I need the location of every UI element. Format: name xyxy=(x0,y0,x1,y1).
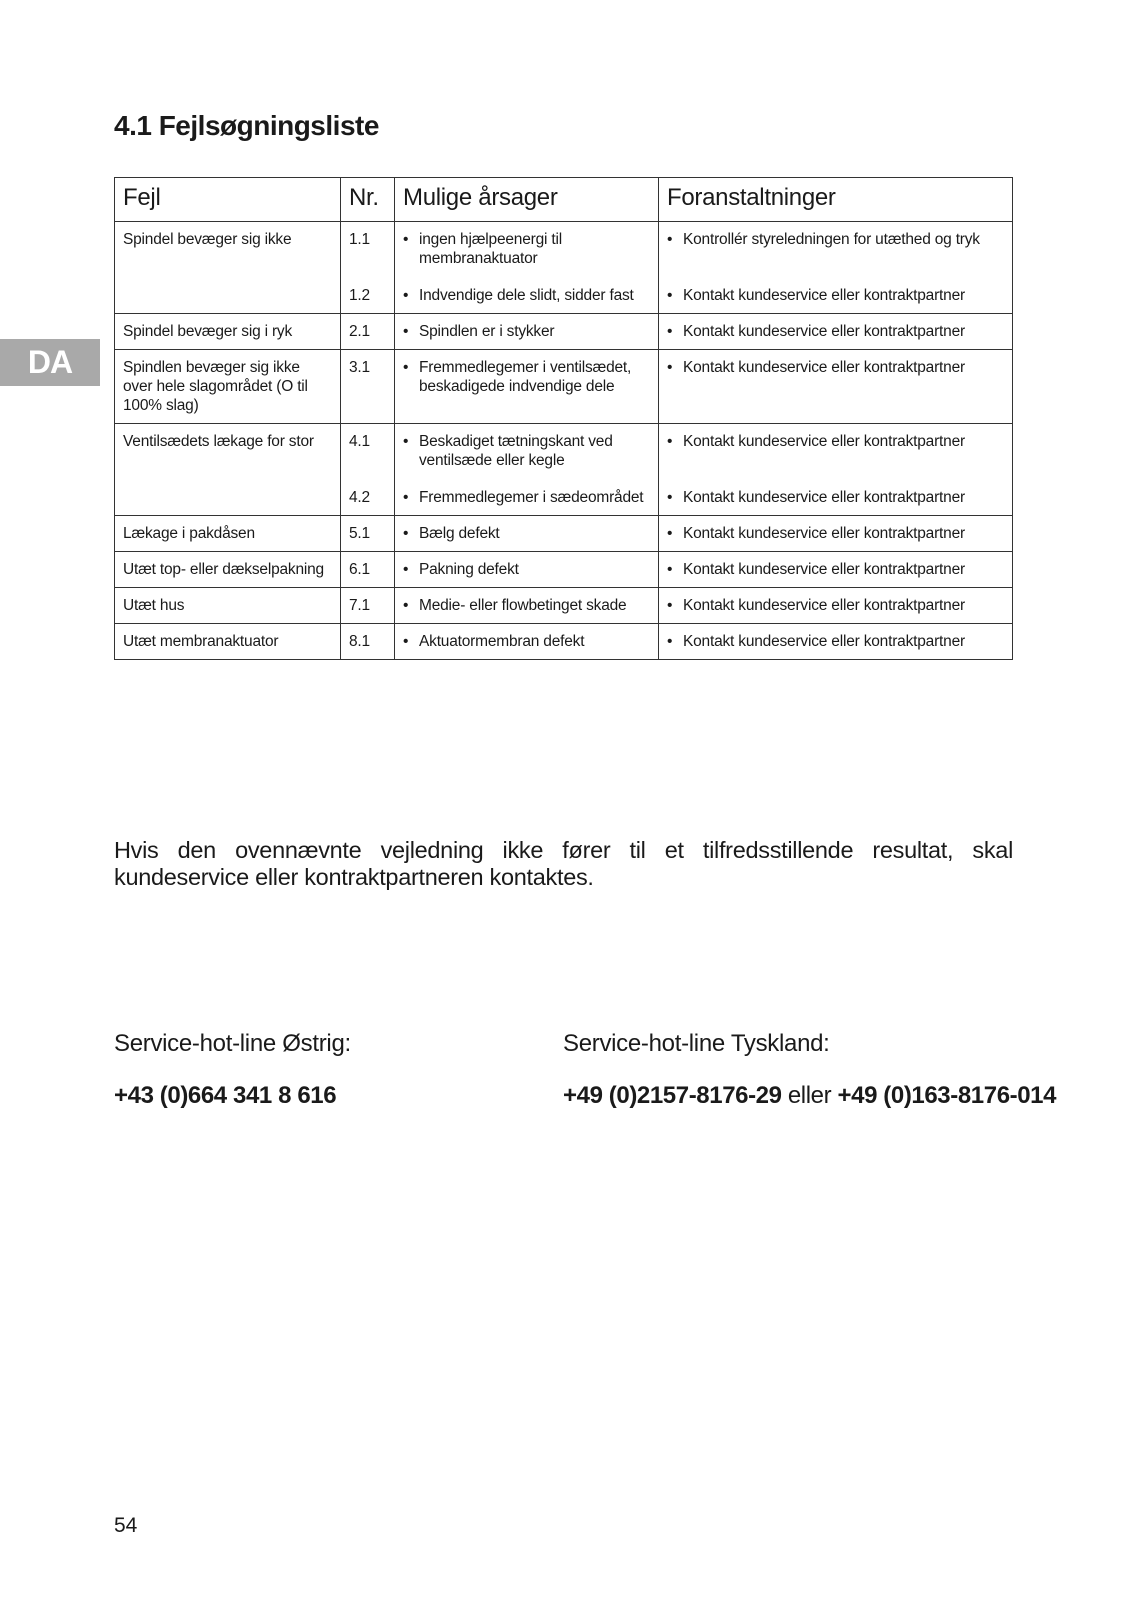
bullet-icon: • xyxy=(403,525,409,542)
action-text: Kontakt kundeservice eller kontraktpartner xyxy=(683,525,965,542)
bullet-icon: • xyxy=(667,359,673,376)
cause-item xyxy=(403,286,650,305)
action-item xyxy=(667,632,1004,651)
action-item xyxy=(667,322,1004,341)
bullet-icon: • xyxy=(667,597,673,614)
action-cell xyxy=(659,624,1013,660)
hotline-austria-phone: +43 (0)664 341 8 616 xyxy=(114,1082,337,1109)
table-row xyxy=(115,516,1013,552)
action-cell xyxy=(659,552,1013,588)
cause-cell xyxy=(395,314,659,350)
nr-value: 8.1 xyxy=(349,633,370,650)
bullet-icon: • xyxy=(667,287,673,304)
action-cell xyxy=(659,350,1013,424)
cause-cell xyxy=(395,588,659,624)
fault-cell: Utæt membranaktuator xyxy=(115,624,341,660)
nr-value: 2.1 xyxy=(349,323,370,340)
bullet-icon: • xyxy=(667,489,673,506)
bullet-icon: • xyxy=(403,359,409,376)
bullet-icon: • xyxy=(403,597,409,614)
action-text: Kontakt kundeservice eller kontraktpartner xyxy=(683,323,965,340)
page-title: 4.1 Fejlsøgningsliste xyxy=(114,110,379,141)
bullet-icon: • xyxy=(403,633,409,650)
table-row xyxy=(115,588,1013,624)
action-item xyxy=(667,358,1004,377)
cause-text: Pakning defekt xyxy=(419,561,519,578)
bullet-icon: • xyxy=(667,561,673,578)
nr-cell xyxy=(341,588,395,624)
bullet-icon: • xyxy=(667,231,673,248)
cause-text: Bælg defekt xyxy=(419,525,500,542)
nr-cell xyxy=(341,516,395,552)
language-tab-label: DA xyxy=(27,344,73,380)
cause-item xyxy=(403,322,650,341)
bullet-icon: • xyxy=(403,287,409,304)
table-row xyxy=(115,350,1013,424)
action-cell xyxy=(659,516,1013,552)
cause-cell xyxy=(395,516,659,552)
action-text: Kontrollér styreledningen for utæthed og tryk xyxy=(683,231,980,248)
cause-item xyxy=(403,358,650,396)
cause-text: Fremmedlegemer i ventilsædet, beskadigede indvendige dele xyxy=(419,359,632,395)
nr-cell xyxy=(341,624,395,660)
action-item xyxy=(667,560,1004,579)
hotline-germany-numbers xyxy=(563,1082,1056,1110)
cause-text: Fremmedlegemer i sædeområdet xyxy=(419,489,644,506)
header-fault: Fejl xyxy=(115,178,341,222)
fault-cell: Ventilsædets lækage for stor xyxy=(115,424,341,516)
cause-text: Indvendige dele slidt, sidder fast xyxy=(419,287,634,304)
cause-text: Beskadiget tætningskant ved ventilsæde eller kegle xyxy=(419,433,613,469)
cause-cell xyxy=(395,424,659,516)
action-item xyxy=(667,596,1004,615)
cause-item xyxy=(403,596,650,615)
cause-cell xyxy=(395,350,659,424)
bullet-icon: • xyxy=(403,323,409,340)
cause-item xyxy=(403,432,650,470)
nr-cell xyxy=(341,552,395,588)
nr-cell xyxy=(341,424,395,516)
action-text: Kontakt kundeservice eller kontraktpartner xyxy=(683,433,965,450)
cause-text: Spindlen er i stykker xyxy=(419,323,555,340)
bullet-icon: • xyxy=(403,433,409,450)
hotline-germany-label: Service-hot-line Tyskland: xyxy=(563,1030,830,1057)
table-header-row xyxy=(115,178,1013,222)
nr-cell xyxy=(341,222,395,314)
action-item xyxy=(667,524,1004,543)
cause-text: Aktuatormembran defekt xyxy=(419,633,585,650)
fault-cell: Lækage i pakdåsen xyxy=(115,516,341,552)
fault-cell: Utæt top- eller dækselpakning xyxy=(115,552,341,588)
bullet-icon: • xyxy=(667,323,673,340)
header-nr: Nr. xyxy=(341,178,395,222)
action-item xyxy=(667,488,1004,507)
nr-value: 5.1 xyxy=(349,525,370,542)
table-row xyxy=(115,424,1013,516)
troubleshooting-table xyxy=(114,177,1013,660)
language-tab xyxy=(0,339,100,386)
table-body xyxy=(115,222,1013,660)
cause-text: ingen hjælpeenergi til membranaktuator xyxy=(419,231,562,267)
action-cell xyxy=(659,314,1013,350)
cause-cell xyxy=(395,552,659,588)
fault-cell: Utæt hus xyxy=(115,588,341,624)
cause-cell xyxy=(395,624,659,660)
header-actions: Foranstaltninger xyxy=(659,178,1013,222)
bullet-icon: • xyxy=(667,633,673,650)
cause-item xyxy=(403,560,650,579)
cause-cell xyxy=(395,222,659,314)
action-text: Kontakt kundeservice eller kontraktpartner xyxy=(683,489,965,506)
table-row xyxy=(115,624,1013,660)
action-item xyxy=(667,432,1004,470)
bullet-icon: • xyxy=(667,525,673,542)
hotline-austria-label: Service-hot-line Østrig: xyxy=(114,1030,351,1057)
action-cell xyxy=(659,424,1013,516)
action-cell xyxy=(659,222,1013,314)
bullet-icon: • xyxy=(403,489,409,506)
nr-cell xyxy=(341,350,395,424)
cause-item xyxy=(403,488,650,507)
action-text: Kontakt kundeservice eller kontraktpartner xyxy=(683,561,965,578)
nr-value: 4.1 xyxy=(349,433,370,450)
bullet-icon: • xyxy=(403,561,409,578)
header-causes: Mulige årsager xyxy=(395,178,659,222)
bullet-icon: • xyxy=(403,231,409,248)
action-text: Kontakt kundeservice eller kontraktpartner xyxy=(683,597,965,614)
nr-cell xyxy=(341,314,395,350)
fault-cell: Spindlen bevæger sig ikke over hele slagområdet (O til 100% slag) xyxy=(115,350,341,424)
hotline-germany-phone-2: +49 (0)163-8176-014 xyxy=(837,1082,1057,1109)
action-text: Kontakt kundeservice eller kontraktpartner xyxy=(683,287,965,304)
nr-value: 7.1 xyxy=(349,597,370,614)
fault-cell: Spindel bevæger sig i ryk xyxy=(115,314,341,350)
cause-text: Medie- eller flowbetinget skade xyxy=(419,597,627,614)
action-text: Kontakt kundeservice eller kontraktpartner xyxy=(683,633,965,650)
nr-value: 1.1 xyxy=(349,231,370,248)
nr-value: 3.1 xyxy=(349,359,370,376)
hotline-austria-number xyxy=(114,1082,336,1110)
action-item xyxy=(667,286,1004,305)
action-cell xyxy=(659,588,1013,624)
hotline-germany-separator: eller xyxy=(787,1082,832,1109)
bullet-icon: • xyxy=(667,433,673,450)
fault-cell: Spindel bevæger sig ikke xyxy=(115,222,341,314)
support-note: Hvis den ovennævnte vejledning ikke fører til et tilfredsstillende resultat, skal kundeservice eller kontraktpartneren kontaktes. xyxy=(114,837,1013,890)
cause-item xyxy=(403,632,650,651)
hotline-germany-phone-1: +49 (0)2157-8176-29 xyxy=(563,1082,782,1109)
table-row xyxy=(115,552,1013,588)
page-number: 54 xyxy=(114,1514,138,1537)
table-row xyxy=(115,314,1013,350)
action-item xyxy=(667,230,1004,268)
cause-item xyxy=(403,230,650,268)
nr-value: 6.1 xyxy=(349,561,370,578)
cause-item xyxy=(403,524,650,543)
nr-value: 1.2 xyxy=(349,287,370,304)
nr-value: 4.2 xyxy=(349,489,370,506)
action-text: Kontakt kundeservice eller kontraktpartner xyxy=(683,359,965,376)
table-row xyxy=(115,222,1013,314)
